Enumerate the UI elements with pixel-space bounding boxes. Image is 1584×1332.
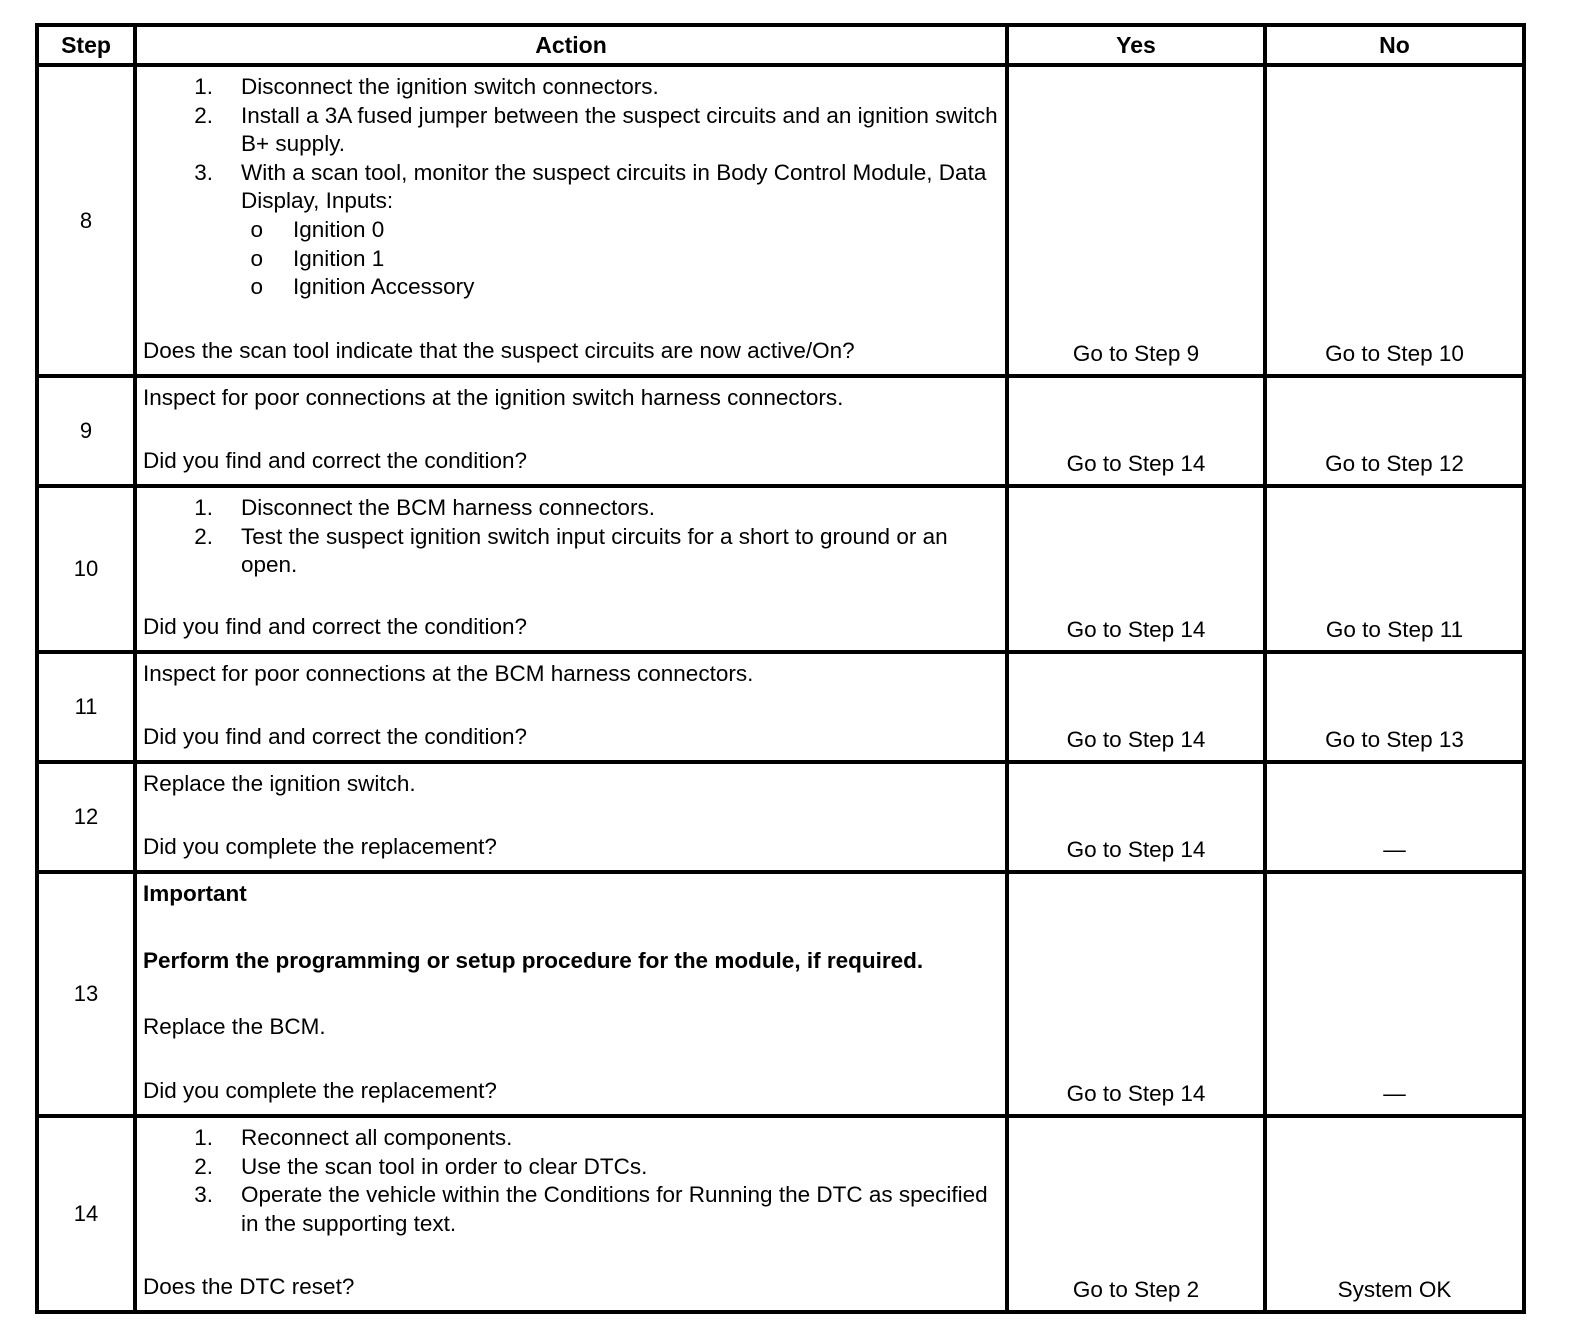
step-number: 12 [37,762,135,872]
action-cell [135,486,1007,652]
action-list [143,73,999,216]
yes-result: Go to Step 9 [1007,65,1265,376]
step-number: 9 [37,376,135,486]
action-list [143,494,999,580]
action-cell [135,65,1007,376]
step-number: 11 [37,652,135,762]
list-item: o Ignition Accessory [250,274,475,300]
list-item: 2. Install a 3A fused jumper between the suspect circuits and an ignition switch B+ supply. [194,102,998,157]
action-text: Replace the ignition switch. [143,771,416,796]
no-result: Go to Step 11 [1265,486,1524,652]
step-number: 13 [37,872,135,1116]
action-text: Replace the BCM. [143,1014,326,1040]
header-no: No [1265,25,1524,65]
header-step: Step [37,25,135,65]
sub-list [143,216,999,302]
no-result: Go to Step 13 [1265,652,1524,762]
action-cell [135,376,1007,486]
diagnostic-table [35,23,1526,1314]
question-text: Does the scan tool indicate that the suspect circuits are now active/On? [143,338,855,364]
question-text: Did you find and correct the condition? [143,448,527,474]
list-item: 3. Operate the vehicle within the Conditions for Running the DTC as specified in the supporting text. [194,1182,988,1236]
no-result: System OK [1265,1116,1524,1312]
table-row [37,762,1524,872]
list-item: 1. Reconnect all components. [194,1125,513,1150]
action-text: Inspect for poor connections at the BCM harness connectors. [143,661,754,686]
action-text: Inspect for poor connections at the ignition switch harness connectors. [143,385,844,410]
table-row [37,376,1524,486]
question-text: Does the DTC reset? [143,1274,355,1300]
yes-result: Go to Step 14 [1007,872,1265,1116]
important-heading: Important [143,881,247,906]
list-item: 2. Test the suspect ignition switch input circuits for a short to ground or an open. [194,523,948,578]
list-item: o Ignition 1 [250,245,385,271]
question-text: Did you complete the replacement? [143,834,497,860]
yes-result: Go to Step 14 [1007,376,1265,486]
action-cell [135,1116,1007,1312]
table-row [37,1116,1524,1312]
header-row [37,25,1524,65]
step-number: 10 [37,486,135,652]
table-row [37,872,1524,1116]
list-item: o Ignition 0 [250,216,385,242]
list-item: 2. Use the scan tool in order to clear DTCs. [194,1153,648,1179]
step-number: 8 [37,65,135,376]
question-text: Did you find and correct the condition? [143,724,527,750]
no-result: — [1265,762,1524,872]
table-row [37,486,1524,652]
table-row [37,65,1524,376]
yes-result: Go to Step 2 [1007,1116,1265,1312]
no-result: Go to Step 10 [1265,65,1524,376]
yes-result: Go to Step 14 [1007,486,1265,652]
yes-result: Go to Step 14 [1007,762,1265,872]
action-cell [135,762,1007,872]
header-action: Action [135,25,1007,65]
action-cell [135,872,1007,1116]
list-item: 1. Disconnect the ignition switch connectors. [194,74,659,99]
no-result: Go to Step 12 [1265,376,1524,486]
yes-result: Go to Step 14 [1007,652,1265,762]
action-cell [135,652,1007,762]
table-row [37,652,1524,762]
list-item: 1. Disconnect the BCM harness connectors. [194,495,655,520]
step-number: 14 [37,1116,135,1312]
header-yes: Yes [1007,25,1265,65]
action-list [143,1124,999,1238]
no-result: — [1265,872,1524,1116]
question-text: Did you complete the replacement? [143,1078,497,1104]
important-note: Perform the programming or setup procedure for the module, if required. [143,947,924,973]
question-text: Did you find and correct the condition? [143,614,527,640]
list-item: 3. With a scan tool, monitor the suspect circuits in Body Control Module, Data Display, Inputs: [194,159,987,214]
